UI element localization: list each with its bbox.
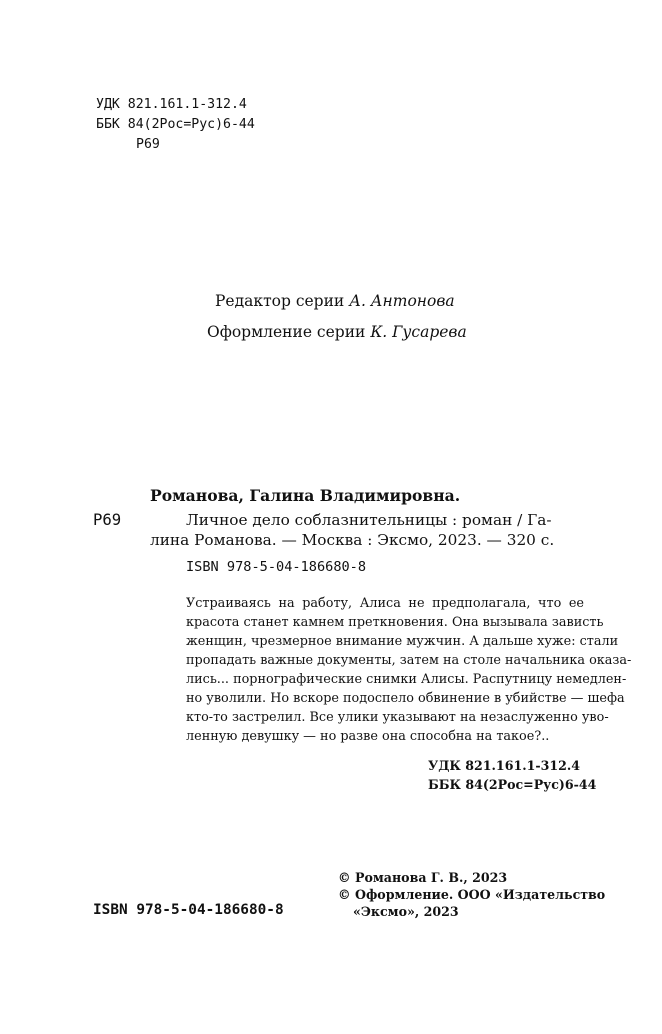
udk-code-top: УДК 821.161.1-312.4 (96, 97, 247, 112)
card-index: Р69 (93, 511, 122, 529)
annotation-line: лись... порнографические снимки Алисы. Распутницу немедлен- (186, 672, 627, 687)
series-editor-label: Редактор серии (215, 292, 345, 310)
card-description-line-1: Личное дело соблазнительницы : роман / Га- (186, 511, 552, 529)
card-author: Романова, Галина Владимировна. (150, 486, 461, 505)
udk-code-bottom: УДК 821.161.1-312.4 (428, 758, 581, 773)
annotation-line: женщин, чрезмерное внимание мужчин. А дальше хуже: стали (186, 634, 619, 649)
author-mark-top: Р69 (136, 137, 160, 152)
copyright-author: © Романова Г. В., 2023 (338, 870, 508, 885)
series-editor-credit (215, 292, 455, 310)
bbk-code-bottom: ББК 84(2Рос=Рус)6-44 (428, 777, 597, 792)
copyright-design: © Оформление. ООО «Издательство (338, 887, 606, 902)
copyright-publisher: «Эксмо», 2023 (353, 904, 459, 919)
annotation-line: красота станет камнем преткновения. Она вызывала зависть (186, 615, 604, 630)
annotation-line: ленную девушку — но разве она способна на такое?.. (186, 729, 550, 744)
annotation-line: кто-то застрелил. Все улики указывают на незаслуженно уво- (186, 710, 609, 725)
bbk-code-top: ББК 84(2Рос=Рус)6-44 (96, 117, 255, 132)
annotation-line: пропадать важные документы, затем на столе начальника оказа- (186, 653, 632, 668)
series-design-label: Оформление серии (207, 323, 366, 341)
annotation-line: но уволили. Но вскоре подоспело обвинение в убийстве — шефа (186, 691, 625, 706)
series-editor-name: А. Антонова (349, 292, 455, 310)
card-isbn: ISBN 978-5-04-186680-8 (186, 559, 367, 575)
series-design-credit (207, 323, 467, 341)
card-description-line-2: лина Романова. — Москва : Эксмо, 2023. — 320 с. (150, 531, 555, 549)
annotation-line: Устраиваясь на работу, Алиса не предполагала, что ее (186, 596, 584, 611)
isbn-footer: ISBN 978-5-04-186680-8 (93, 902, 284, 918)
series-design-name: К. Гусарева (370, 323, 467, 341)
